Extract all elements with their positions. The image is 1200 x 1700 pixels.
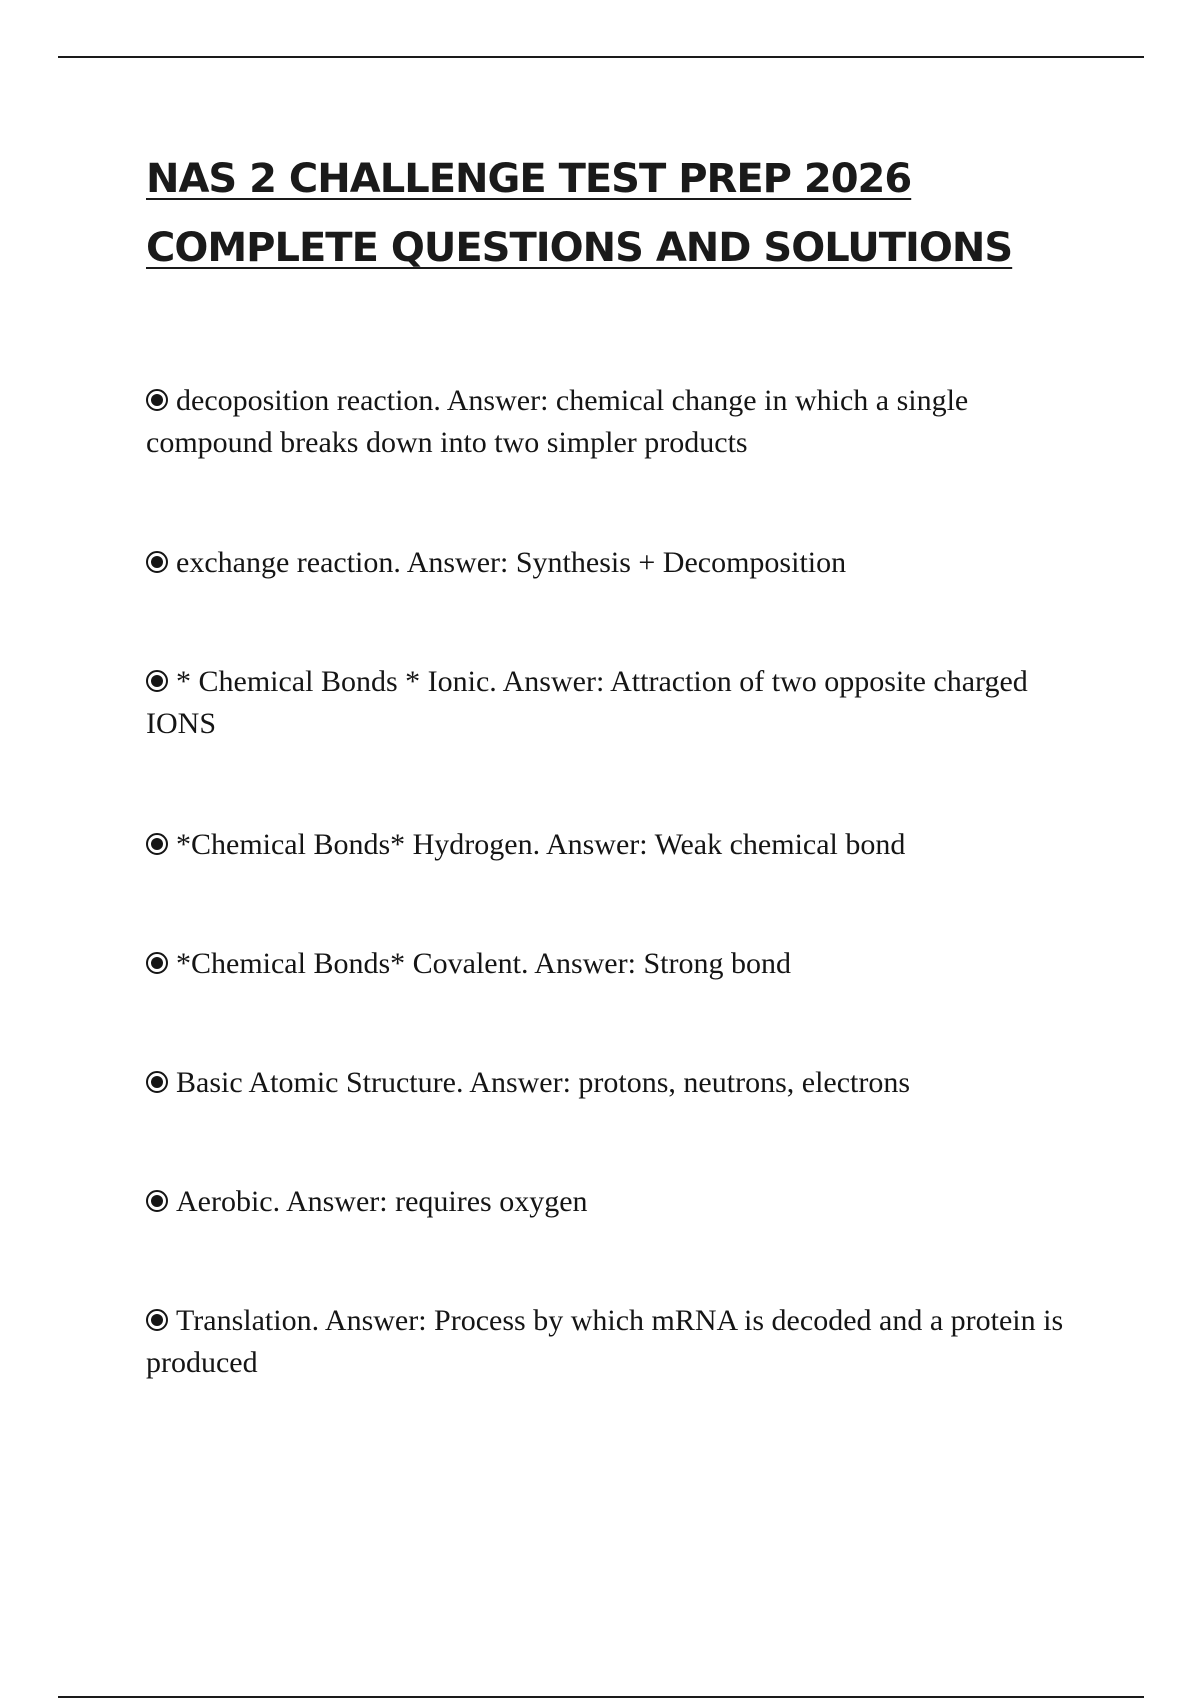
qa-text: Translation. Answer: Process by which mRNA is decoded and a protein is produced <box>146 1304 1064 1379</box>
title-line-2: COMPLETE QUESTIONS AND SOLUTIONS <box>146 225 1013 271</box>
fisheye-bullet-icon <box>146 551 168 573</box>
qa-text: * Chemical Bonds * Ionic. Answer: Attraction of two opposite charged IONS <box>146 665 1028 740</box>
qa-text: *Chemical Bonds* Hydrogen. Answer: Weak chemical bond <box>176 828 906 861</box>
bottom-divider <box>58 1696 1144 1698</box>
qa-text: Basic Atomic Structure. Answer: protons, neutrons, electrons <box>176 1066 911 1099</box>
list-item <box>146 661 1066 745</box>
list-item <box>146 943 1066 985</box>
qa-text: Aerobic. Answer: requires oxygen <box>176 1185 588 1218</box>
fisheye-bullet-icon <box>146 389 168 411</box>
list-item <box>146 824 1066 866</box>
fisheye-bullet-icon <box>146 1309 168 1331</box>
fisheye-bullet-icon <box>146 1190 168 1212</box>
list-item <box>146 1300 1066 1384</box>
top-divider <box>58 56 1144 58</box>
qa-text: *Chemical Bonds* Covalent. Answer: Strong bond <box>176 947 791 980</box>
fisheye-bullet-icon <box>146 833 168 855</box>
fisheye-bullet-icon <box>146 952 168 974</box>
qa-text: decoposition reaction. Answer: chemical change in which a single compound breaks down into two simpler products <box>146 384 969 459</box>
list-item <box>146 1181 1066 1223</box>
list-item <box>146 1062 1066 1104</box>
page-title <box>146 145 1106 283</box>
fisheye-bullet-icon <box>146 670 168 692</box>
fisheye-bullet-icon <box>146 1071 168 1093</box>
list-item <box>146 380 1066 464</box>
title-line-1: NAS 2 CHALLENGE TEST PREP 2026 <box>146 156 912 202</box>
list-item <box>146 542 1066 584</box>
qa-text: exchange reaction. Answer: Synthesis + Decomposition <box>176 546 847 579</box>
